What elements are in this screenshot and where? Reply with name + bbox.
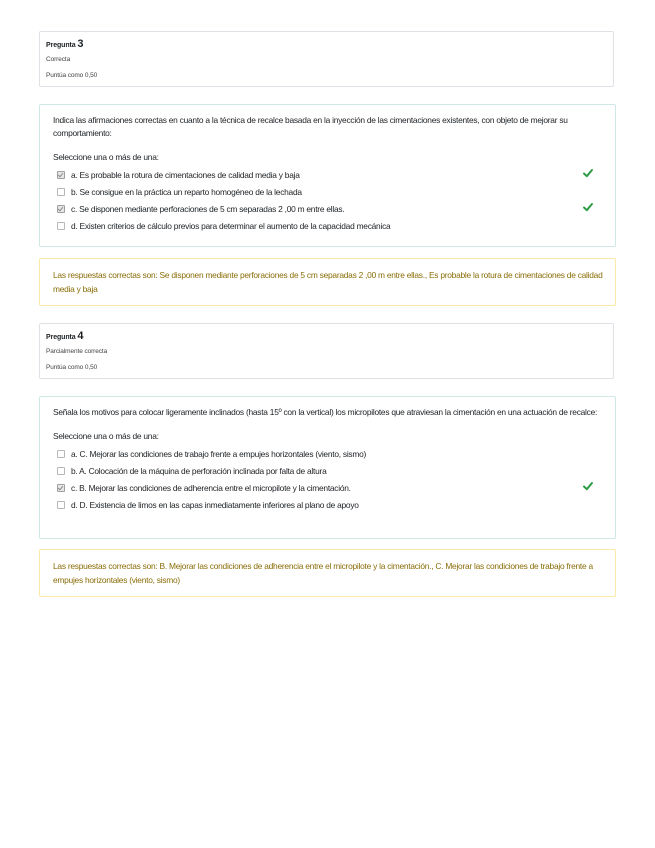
answer-checkbox[interactable] <box>57 501 65 509</box>
question-label: Pregunta <box>46 334 76 341</box>
question-formulation <box>39 104 616 247</box>
question-number <box>46 331 607 343</box>
answer-checkbox[interactable] <box>57 222 65 230</box>
answer-option[interactable] <box>53 445 603 462</box>
answer-checkbox[interactable] <box>57 484 65 492</box>
check-icon <box>582 201 594 213</box>
answer-checkbox[interactable] <box>57 450 65 458</box>
question-state: Parcialmente correcta <box>46 348 108 355</box>
question-formulation <box>39 396 616 539</box>
answer-label[interactable]: a. C. Mejorar las condiciones de trabajo frente a empujes horizontales (viento, sismo) <box>71 448 367 459</box>
question-number-value: 3 <box>77 38 84 50</box>
answer-label[interactable]: b. Se consigue en la práctica un reparto homogéneo de la lechada <box>71 186 302 197</box>
check-icon <box>582 167 594 179</box>
answer-option[interactable] <box>53 496 603 513</box>
check-icon <box>582 480 594 492</box>
answer-option[interactable] <box>53 183 603 200</box>
answer-label[interactable]: c. Se disponen mediante perforaciones de 5 cm separadas 2 ,00 m entre ellas. <box>71 203 345 214</box>
answer-option[interactable] <box>53 200 603 217</box>
answer-option[interactable] <box>53 462 603 479</box>
answer-label[interactable]: c. B. Mejorar las condiciones de adherencia entre el micropilote y la cimentación. <box>71 482 351 493</box>
answer-option[interactable] <box>53 217 603 234</box>
answer-checkbox[interactable] <box>57 171 65 179</box>
question-grade: Puntúa como 0,50 <box>46 72 98 79</box>
right-answer-text: Las respuestas correctas son: B. Mejorar las condiciones de adherencia entre el micropilote y la cimentación., C. Mejorar las condiciones de trabajo frente a empujes horizontales (viento, sismo) <box>53 561 593 585</box>
answer-checkbox[interactable] <box>57 188 65 196</box>
question-info <box>39 323 614 379</box>
question-label: Pregunta <box>46 42 76 49</box>
right-answer-feedback <box>39 549 616 597</box>
answer-option[interactable] <box>53 479 603 496</box>
right-answer-text: Las respuestas correctas son: Se disponen mediante perforaciones de 5 cm separadas 2 ,00 m entre ellas., Es probable la rotura de cimentaciones de calidad media y baja <box>53 270 603 294</box>
question-text: Señala los motivos para colocar ligeramente inclinados (hasta 15º con la vertical) los micropilotes que atraviesan la cimentación en una actuación de recalce: <box>53 407 598 417</box>
question-text: Indica las afirmaciones correctas en cuanto a la técnica de recalce basada en la inyección de las cimentaciones existentes, con objeto de mejorar su comportamiento: <box>53 115 568 138</box>
answer-option[interactable] <box>53 166 603 183</box>
answer-list <box>53 445 603 513</box>
question-grade: Puntúa como 0,50 <box>46 364 98 371</box>
answer-checkbox[interactable] <box>57 205 65 213</box>
answer-checkbox[interactable] <box>57 467 65 475</box>
question-number <box>46 39 607 51</box>
answer-label[interactable]: d. D. Existencia de limos en las capas inmediatamente inferiores al plano de apoyo <box>71 499 359 510</box>
answer-prompt: Seleccione una o más de una: <box>53 431 159 441</box>
answer-label[interactable]: d. Existen criterios de cálculo previos para determinar el aumento de la capacidad mecánica <box>71 220 391 231</box>
answer-list <box>53 166 603 234</box>
answer-label[interactable]: b. A. Colocación de la máquina de perforación inclinada por falta de altura <box>71 465 327 476</box>
question-number-value: 4 <box>77 330 84 342</box>
right-answer-feedback <box>39 258 616 306</box>
answer-prompt: Seleccione una o más de una: <box>53 152 159 162</box>
answer-label[interactable]: a. Es probable la rotura de cimentaciones de calidad media y baja <box>71 169 300 180</box>
question-state: Correcta <box>46 56 71 63</box>
question-info <box>39 31 614 87</box>
